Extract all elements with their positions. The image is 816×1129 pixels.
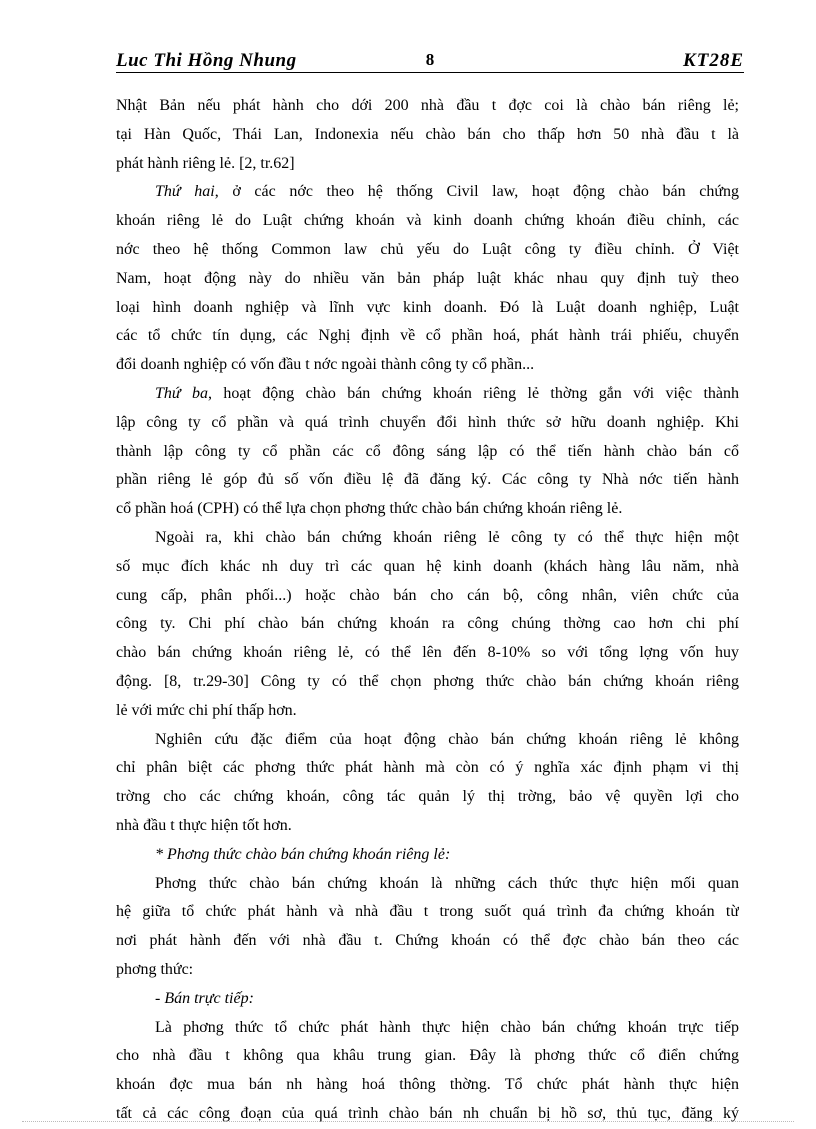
text-line: đổi doanh nghiệp có vốn đầu t nớc ngoài thành công ty cổ phần... bbox=[116, 356, 535, 374]
text-line: lẻ với mức chi phí thấp hơn. bbox=[116, 701, 297, 719]
document-body bbox=[116, 92, 739, 1129]
text-line: - Bán trực tiếp: bbox=[155, 989, 254, 1007]
text-line: công ty. Chi phí chào bán chứng khoán ra công chúng thờng cao hơn chi phí bbox=[116, 615, 739, 633]
text-line: loại hình doanh nghiệp và lĩnh vực kinh doanh. Đó là Luật doanh nghiệp, Luật bbox=[116, 298, 739, 316]
text-line: Nam, hoạt động này do nhiều văn bản pháp luật khác nhau quy định tuỳ theo bbox=[116, 269, 739, 287]
text-line: * Phơng thức chào bán chứng khoán riêng lẻ: bbox=[155, 845, 451, 863]
text-line: động. [8, tr.29-30] Công ty có thể chọn phơng thức chào bán chứng khoán riêng bbox=[116, 672, 739, 690]
text-line: cho nhà đầu t không qua khâu trung gian. Đây là phơng thức cổ điển chứng bbox=[116, 1047, 739, 1065]
header-author: Luc Thi Hồng Nhung bbox=[116, 50, 297, 71]
ordinal-label: Thứ hai bbox=[155, 183, 215, 201]
text-line: Ngoài ra, khi chào bán chứng khoán riêng lẻ công ty có thể thực hiện một bbox=[155, 528, 739, 546]
text-line: khoán đợc mua bán nh hàng hoá thông thờng. Tổ chức phát hành thực hiện bbox=[116, 1076, 739, 1094]
text-line: Là phơng thức tổ chức phát hành thực hiện chào bán chứng khoán trực tiếp bbox=[155, 1018, 739, 1036]
text-line: các tổ chức tín dụng, các Nghị định về cổ phần hoá, phát hành trái phiếu, chuyển bbox=[116, 327, 739, 345]
text-line: Nghiên cứu đặc điểm của hoạt động chào bán chứng khoán riêng lẻ không bbox=[155, 730, 739, 748]
text-line: tất cả các công đoạn của quá trình chào bán nh chuẩn bị hồ sơ, thủ tục, đăng ký bbox=[116, 1104, 739, 1122]
page-header bbox=[116, 50, 744, 73]
text-line: phát hành riêng lẻ. [2, tr.62] bbox=[116, 154, 295, 172]
text-line: chào bán chứng khoán riêng lẻ, có thể lên đến 8-10% so với tổng lợng vốn huy bbox=[116, 644, 739, 662]
text-line: nớc theo hệ thống Common law chủ yếu do Luật công ty điều chỉnh. Ở Việt bbox=[116, 240, 739, 258]
ordinal-label: Thứ ba bbox=[155, 384, 208, 402]
text-line: tại Hàn Quốc, Thái Lan, Indonexia nếu chào bán cho thấp hơn 50 nhà đầu t là bbox=[116, 125, 739, 143]
text-line: Thứ hai, ở các nớc theo hệ thống Civil law, hoạt động chào bán chứng bbox=[155, 183, 739, 201]
text-line: chỉ phân biệt các phơng thức phát hành mà còn có ý nghĩa xác định phạm vi thị bbox=[116, 759, 739, 777]
text-line: phơng thức: bbox=[116, 960, 194, 978]
text-line: Phơng thức chào bán chứng khoán là những cách thức thực hiện mối quan bbox=[155, 874, 739, 892]
text-line: Thứ ba, hoạt động chào bán chứng khoán riêng lẻ thờng gắn với việc thành bbox=[155, 384, 739, 402]
text-line: trờng cho các chứng khoán, công tác quản lý thị trờng, bảo vệ quyền lợi cho bbox=[116, 788, 739, 806]
page-bottom-divider bbox=[22, 1121, 794, 1122]
text-line: hệ giữa tổ chức phát hành và nhà đầu t trong suốt quá trình đa chứng khoán từ bbox=[116, 903, 739, 921]
text-line: số mục đích khác nh duy trì các quan hệ kinh doanh (khách hàng lâu năm, nhà bbox=[116, 557, 739, 575]
text-line: khoán riêng lẻ do Luật chứng khoán và kinh doanh chứng khoán điều chỉnh, các bbox=[116, 212, 739, 230]
text-line: Nhật Bản nếu phát hành cho dới 200 nhà đầu t đợc coi là chào bán riêng lẻ; bbox=[116, 97, 739, 114]
text-line: cung cấp, phân phối...) hoặc chào bán cho cán bộ, công nhân, viên chức của bbox=[116, 586, 739, 604]
text-line: phần riêng lẻ góp đủ số vốn điều lệ đã đăng ký. Các công ty Nhà nớc tiến hành bbox=[116, 471, 739, 489]
page-number: 8 bbox=[425, 50, 435, 69]
text-line: lập công ty cổ phần và quá trình chuyển đổi hình thức sở hữu doanh nghiệp. Khi bbox=[116, 413, 739, 431]
header-class-code: KT28E bbox=[683, 50, 744, 71]
text-line: nơi phát hành đến với nhà đầu t. Chứng khoán có thể đợc chào bán theo các bbox=[116, 932, 739, 950]
text-line: thành lập công ty cổ phần các cổ đông sáng lập có thể tiến hành chào bán cổ bbox=[116, 442, 739, 460]
text-line: nhà đầu t thực hiện tốt hơn. bbox=[116, 816, 292, 834]
text-line: cổ phần hoá (CPH) có thể lựa chọn phơng thức chào bán chứng khoán riêng lẻ. bbox=[116, 500, 623, 518]
